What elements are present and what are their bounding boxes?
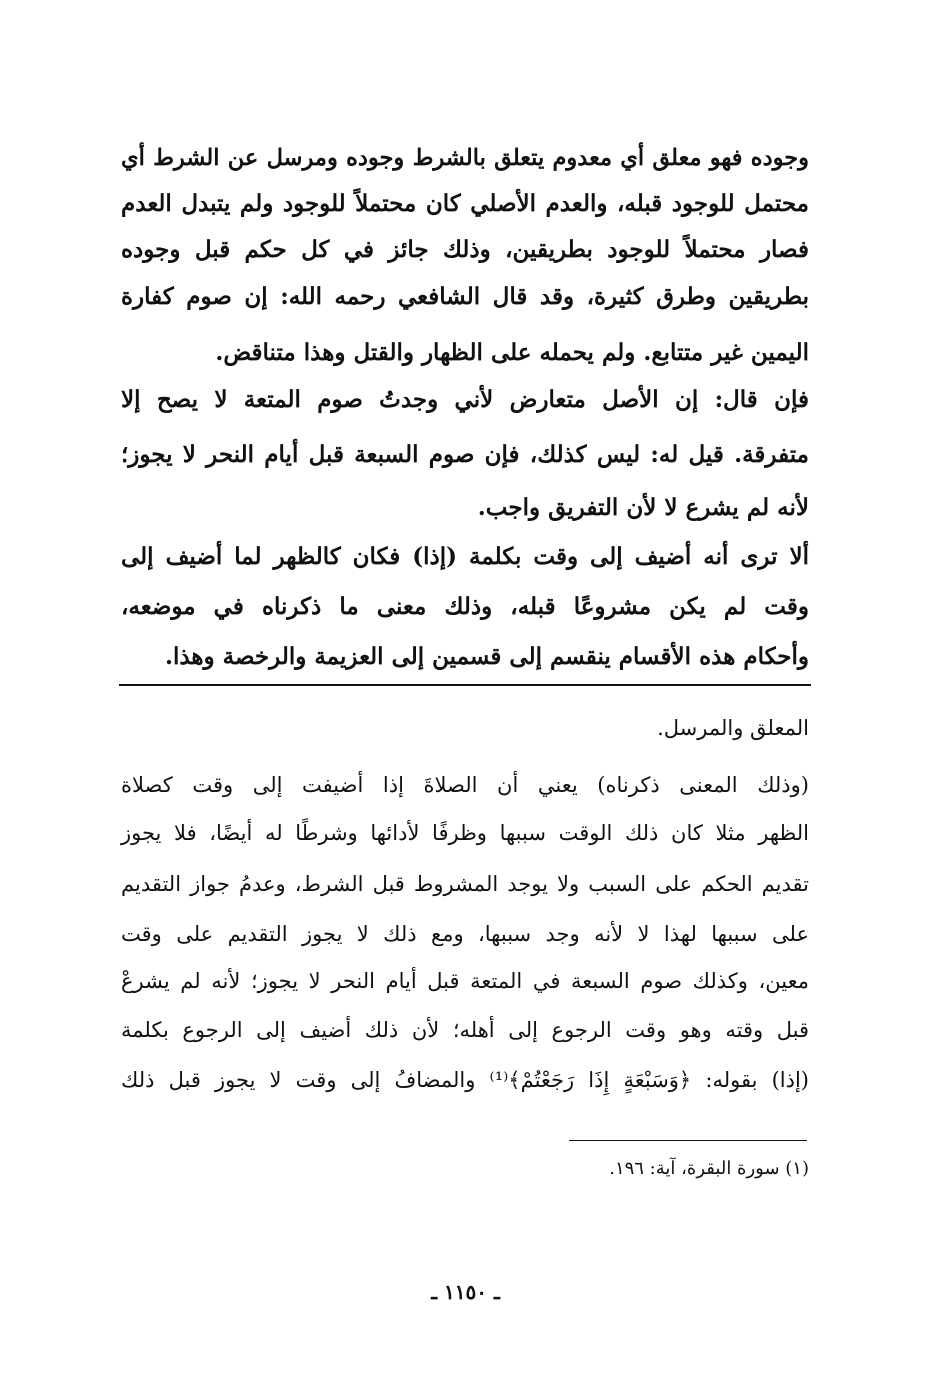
footnote-divider	[569, 1140, 807, 1141]
commentary-line: الظهر مثلا كان ذلك الوقت سببها وظرفًا لأدائها وشرطًا له أيضًا، فلا يجوز	[121, 821, 809, 845]
main-text-line: وقت لم يكن مشروعًا قبله، وذلك معنى ما ذكرناه في موضعه،	[121, 593, 809, 620]
commentary-line: قبل وقته وهو وقت الرجوع إلى أهله؛ لأن ذلك أضيف إلى الرجوع بكلمة	[121, 1018, 809, 1042]
main-text-line: فإن قال: إن الأصل متعارض لأني وجدتُ صوم المتعة لا يصح إلا	[121, 386, 809, 413]
main-text-line: متفرقة. قيل له: ليس كذلك، فإن صوم السبعة قبل أيام النحر لا يجوز؛	[121, 441, 809, 468]
main-text-line: فصار محتملاً للوجود بطريقين، وذلك جائز في كل حكم قبل وجوده	[121, 236, 809, 263]
commentary-line: (إذا) بقوله: ﴿وَسَبْعَةٍ إِذَا رَجَعْتُمْ﴾⁽¹⁾ والمضافُ إلى وقت لا يجوز قبل ذلك	[121, 1068, 809, 1092]
main-text-line: ألا ترى أنه أضيف إلى وقت بكلمة (إذا) فكان كالظهر لما أضيف إلى	[121, 543, 809, 570]
main-text-line: بطريقين وطرق كثيرة، وقد قال الشافعي رحمه الله: إن صوم كفارة	[121, 283, 809, 310]
footnote: (١) سورة البقرة، آية: ١٩٦.	[609, 1158, 809, 1179]
main-text-line: لأنه لم يشرع لا لأن التفريق واجب.	[477, 494, 809, 521]
commentary-line: معين، وكذلك صوم السبعة في المتعة قبل أيام النحر لا يجوز؛ لأنه لم يشرعْ	[121, 969, 809, 993]
main-text-line: وأحكام هذه الأقسام ينقسم إلى قسمين إلى العزيمة والرخصة وهذا.	[164, 643, 809, 670]
main-text-line: اليمين غير متتابع. ولم يحمله على الظهار والقتل وهذا متناقض.	[215, 339, 809, 366]
section-divider	[119, 684, 811, 686]
main-text-line: محتمل للوجود قبله، والعدم الأصلي كان محتملاً للوجود ولم يتبدل العدم	[121, 190, 809, 217]
commentary-line: المعلق والمرسل.	[657, 716, 809, 740]
commentary-line: على سببها لهذا لا لأنه وجد سببها، ومع ذلك لا يجوز التقديم على وقت	[121, 922, 809, 946]
commentary-line: (وذلك المعنى ذكرناه) يعني أن الصلاةَ إذا أضيفت إلى وقت كصلاة	[121, 773, 809, 797]
main-text-line: وجوده فهو معلق أي معدوم يتعلق بالشرط وجوده ومرسل عن الشرط أي	[121, 145, 809, 171]
commentary-line: تقديم الحكم على السبب ولا يوجد المشروط قبل الشرط، وعدمُ جواز التقديم	[121, 872, 809, 896]
page-number: ـ ١١٥٠ ـ	[431, 1280, 500, 1304]
